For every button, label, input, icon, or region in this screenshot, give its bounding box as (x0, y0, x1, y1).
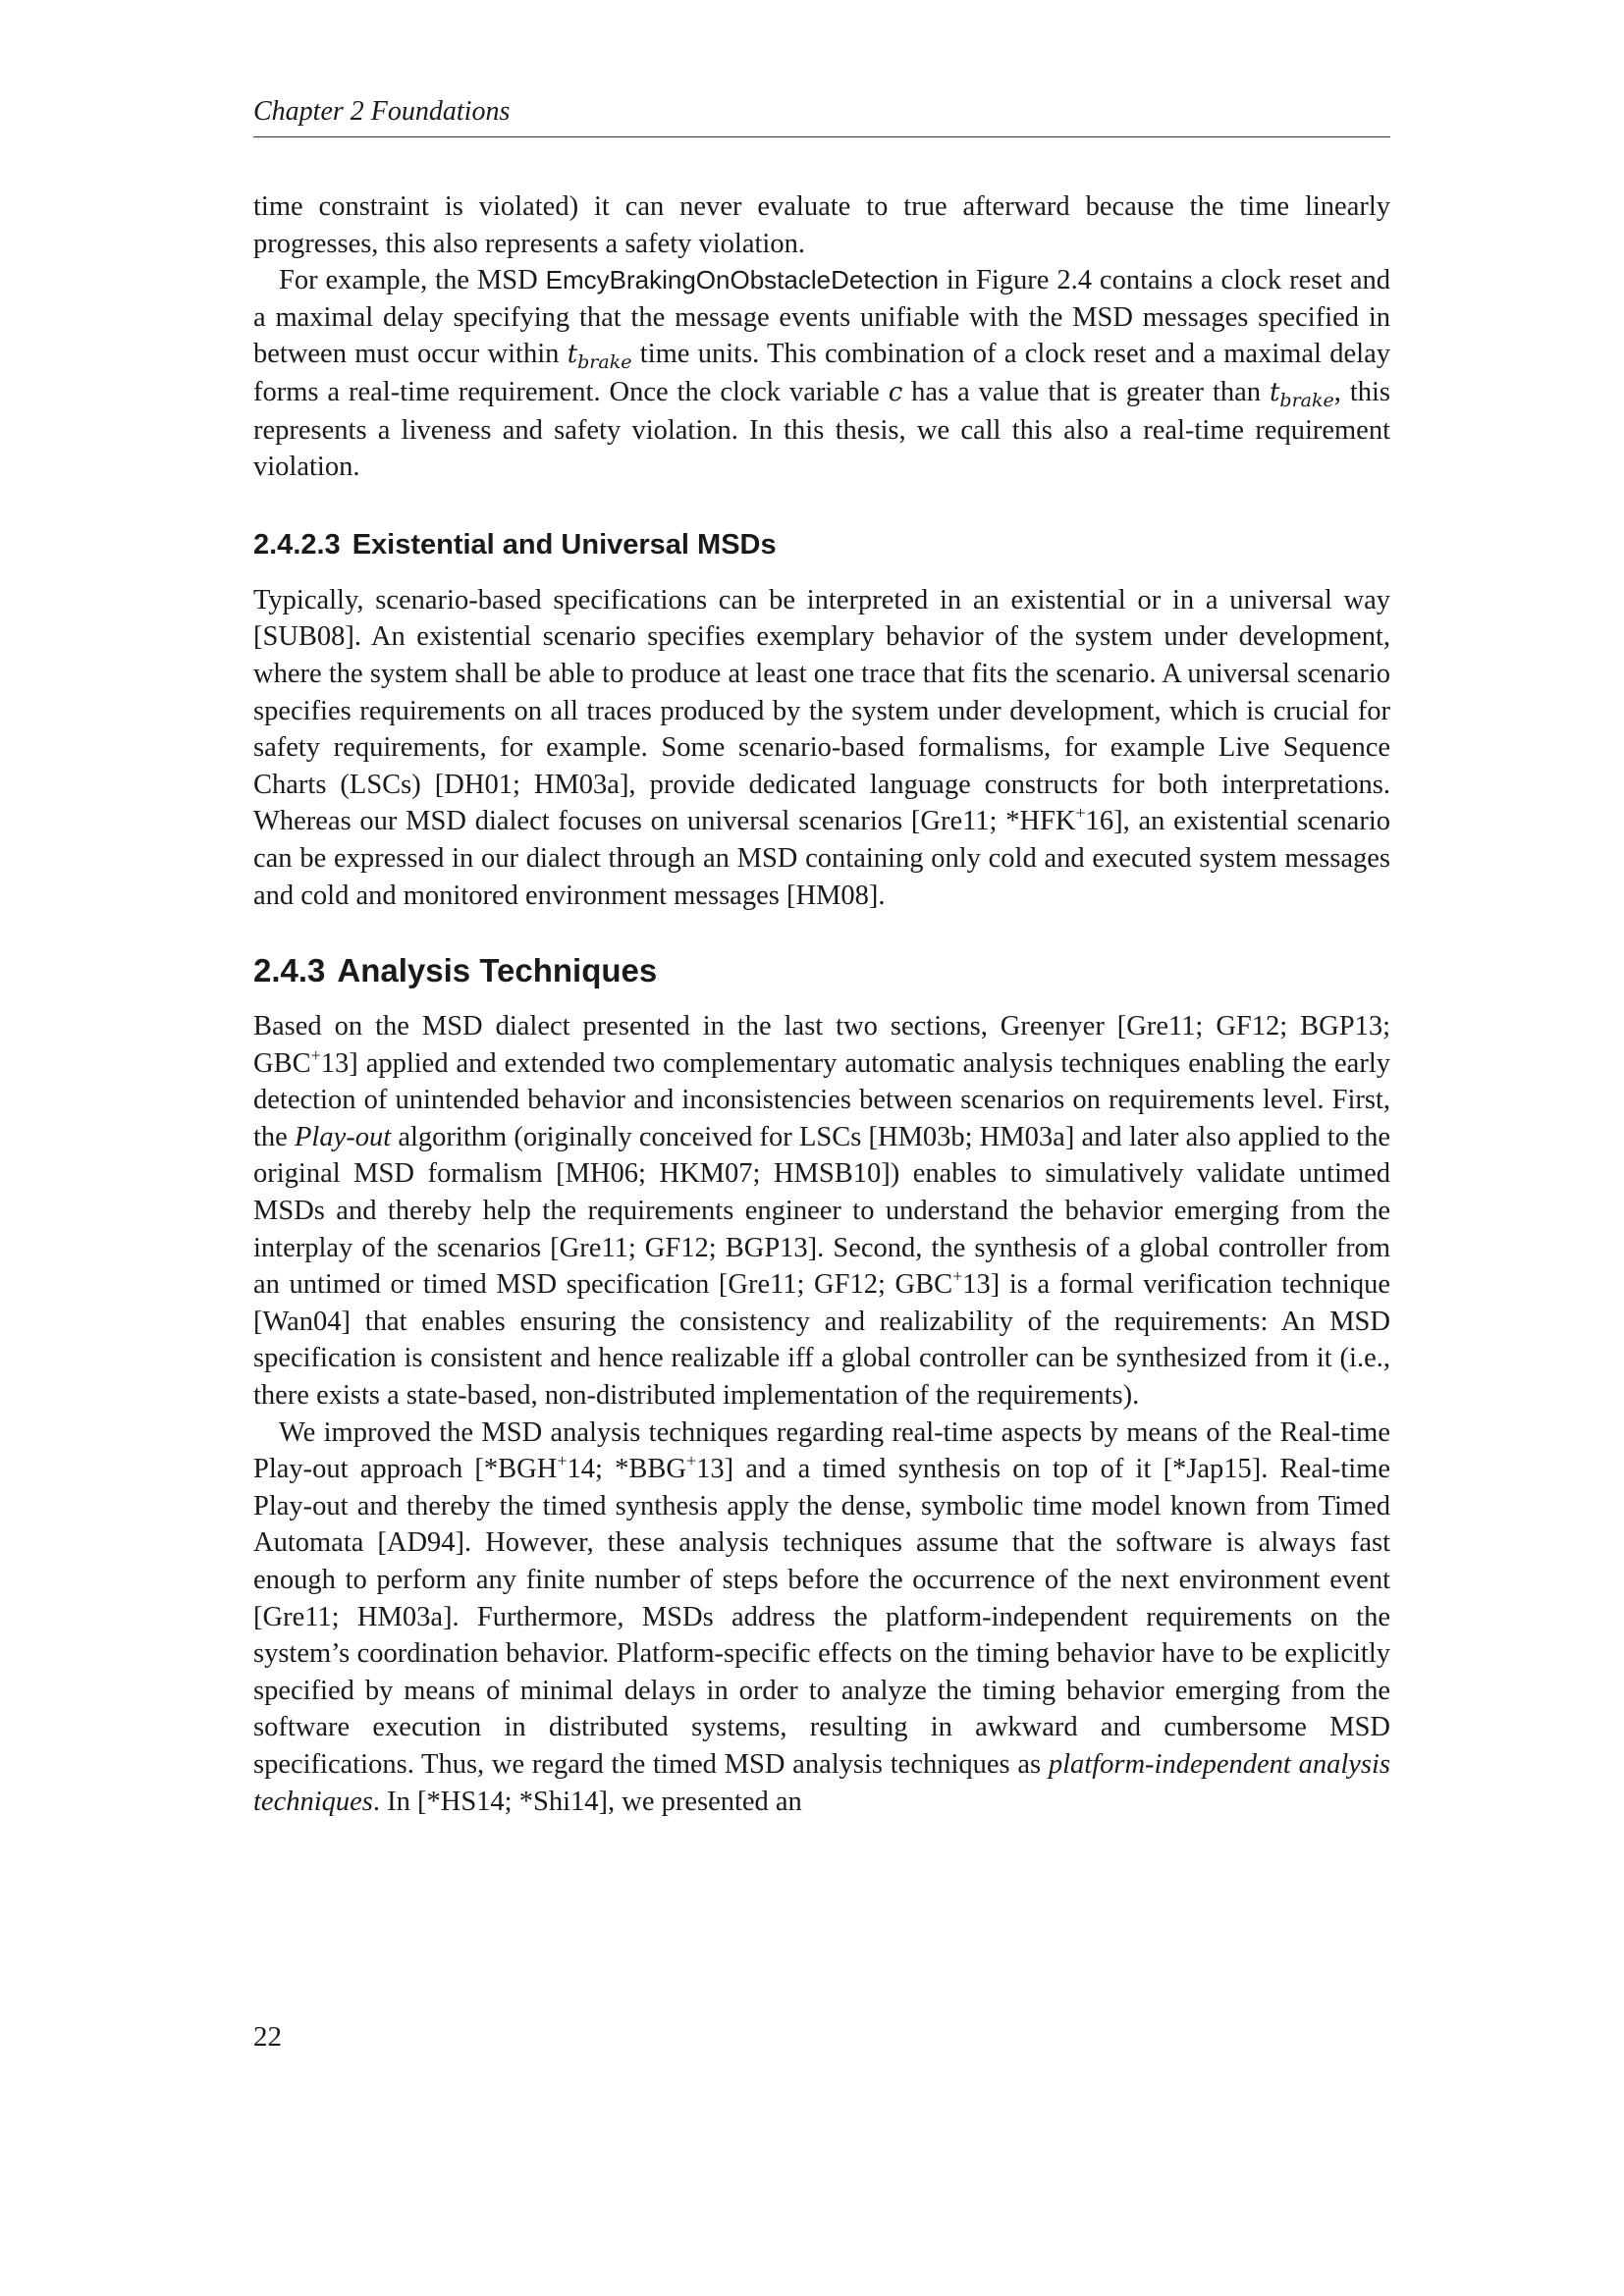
text-run: 16], an existential scenario can be expressed in our dialect through an MSD containing only cold and executed system messages and cold and monitored environment messages [HM08]. (253, 806, 1390, 911)
text-run: algorithm (originally conceived for LSCs [HM03b; HM03a] and later also applied to the original MSD formalism [MH06; HKM07; HMSB10]) enables to simulatively validate untimed MSDs and thereby help the requirements engineer to understand the behavior emerging from the interplay of the scenarios [Gre11; GF12; BGP13]. Second, the synthesis of a global controller from an untimed or timed MSD specification [Gre11; GF12; GBC (253, 1121, 1390, 1301)
emphasis: platform-independent analysis techniques (253, 1748, 1390, 1817)
math-t-brake (567, 340, 632, 374)
text-run: . In [*HS14; *Shi14], we presented an (372, 1786, 802, 1817)
superscript: + (685, 1451, 697, 1471)
math-c: c (888, 377, 903, 407)
page-number: 22 (253, 2021, 282, 2053)
text-run: Based on the MSD dialect presented in the last two sections, Greenyer [Gre11; GF12; BGP13; GBC (253, 1011, 1390, 1079)
paragraph-analysis-2 (253, 1415, 1390, 1821)
header-rule (253, 136, 1390, 137)
section-title: Existential and Universal MSDs (352, 528, 777, 561)
running-header: Chapter 2 Foundations (253, 96, 511, 127)
msd-name: EmcyBrakingOnObstacleDetection (545, 265, 939, 295)
math-subscript: brake (577, 351, 632, 374)
emphasis: Play-out (295, 1121, 392, 1152)
superscript: + (310, 1044, 321, 1065)
text-run: , this represents a liveness and safety violation. In this thesis, we call this also a real-time requirement violation. (253, 376, 1390, 483)
page-body (253, 188, 1390, 1820)
superscript: + (1075, 803, 1086, 824)
subsection-heading (253, 951, 1390, 990)
math-subscript: brake (1279, 389, 1334, 411)
subsubsection-heading (253, 527, 1390, 562)
text-run: 13] applied and extended two complementary automatic analysis techniques enabling the early detection of unintended behavior and inconsistencies between scenarios on requirements level. First, the (253, 1047, 1390, 1152)
text-run: Typically, scenario-based specifications can be interpreted in an existential or in a universal way [SUB08]. An existential scenario specifies exemplary behavior of the system under development, where the system shall be able to produce at least one trace that fits the scenario. A universal scenario specifies requirements on all traces produced by the system under development, which is crucial for safety requirements, for example. Some scenario-based formalisms, for example Live Sequence Charts (LSCs) [DH01; HM03a], provide dedicated language constructs for both interpretations. Whereas our MSD dialect focuses on universal scenarios [Gre11; *HFK (253, 584, 1390, 837)
paragraph-analysis-1 (253, 1008, 1390, 1415)
text-run: We improved the MSD analysis techniques regarding real-time aspects by means of the Real-time Play-out approach [*BGH (253, 1416, 1390, 1485)
text-run: has a value that is greater than (902, 376, 1270, 407)
math-var: t (567, 340, 578, 370)
text-run: For example, the MSD (279, 265, 546, 296)
paragraph-existential-universal (253, 582, 1390, 914)
section-number: 2.4.2.3 (253, 528, 341, 561)
superscript: + (557, 1451, 568, 1471)
text-run: 13] is a formal verification technique [Wan04] that enables ensuring the consistency and realizability of the requirements: An MSD specification is consistent and hence realizable iff a global controller can be synthesized from it (i.e., there exists a state-based, non-distributed implementation of the requirements). (253, 1269, 1390, 1412)
paragraph-text: time constraint is violated) it can never evaluate to true afterward because the time linearly progresses, this also represents a safety violation. (253, 191, 1390, 259)
text-run: in Figure 2.4 contains a clock reset and a maximal delay specifying that the message events unifiable with the MSD messages specified in between must occur within (253, 265, 1391, 370)
section-number: 2.4.3 (253, 952, 326, 989)
section-title: Analysis Techniques (337, 952, 658, 989)
text-run: time units. This combination of a clock reset and a maximal delay forms a real-time requirement. Once the clock variable (253, 339, 1390, 407)
paragraph-continuation (253, 188, 1390, 262)
paragraph-clock-reset-example (253, 262, 1390, 486)
math-var: t (1269, 377, 1280, 407)
superscript: + (952, 1266, 963, 1287)
text-run: 13] and a timed synthesis on top of it [*Jap15]. Real-time Play-out and thereby the timed synthesis apply the dense, symbolic time model known from Timed Automata [AD94]. However, these analysis techniques assume that the software is always fast enough to perform any finite number of steps before the occurrence of the next environment event [Gre11; HM03a]. Furthermore, MSDs address the platform-independent requirements on the system’s coordination behavior. Platform-specific effects on the timing behavior have to be explicitly specified by means of minimal delays in order to analyze the timing behavior emerging from the software execution in distributed systems, resulting in awkward and cumbersome MSD specifications. Thus, we regard the timed MSD analysis techniques as (253, 1454, 1390, 1780)
math-t-brake (1269, 377, 1334, 411)
text-run: 14; *BBG (567, 1454, 686, 1485)
